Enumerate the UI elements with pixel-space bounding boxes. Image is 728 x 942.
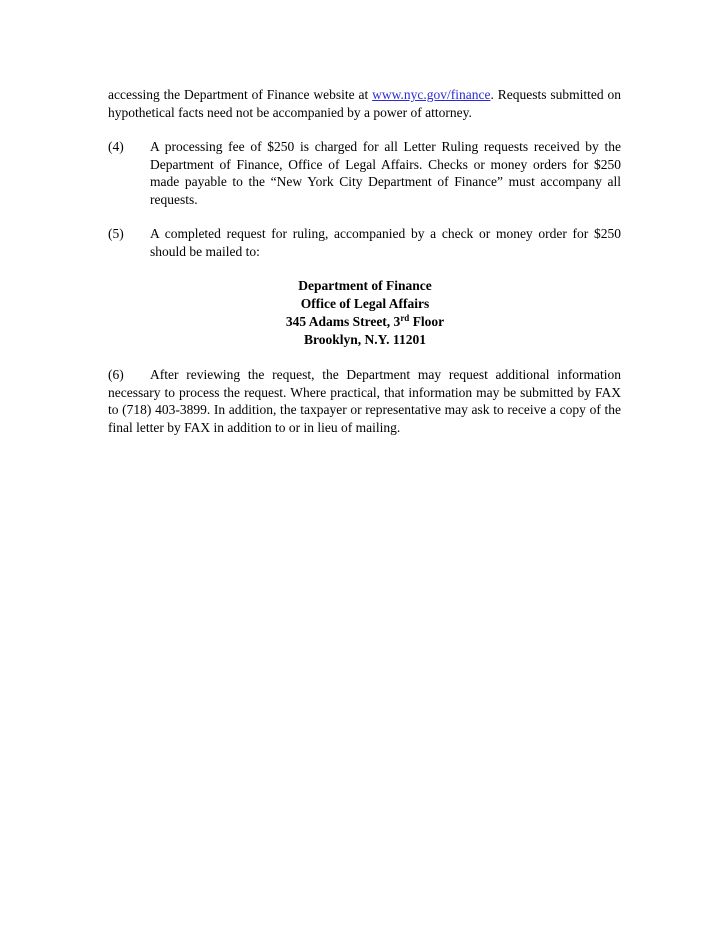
item-4 <box>108 138 621 208</box>
item-5-number: (5) <box>108 226 124 241</box>
address-line-4: Brooklyn, N.Y. 11201 <box>304 332 426 347</box>
mailing-address <box>108 277 621 349</box>
intro-text-before: accessing the Department of Finance website at <box>108 87 373 102</box>
item-5 <box>108 225 621 260</box>
address-line-2: Office of Legal Affairs <box>300 296 430 311</box>
item-4-text: A processing fee of $250 is charged for all Letter Ruling requests received by the Department of Finance, Office of Legal Affairs. Checks or money orders for $250 made payable to the “New York City Department of Finance” must accompany all requests. <box>150 139 621 207</box>
address-ordinal-suffix: rd <box>400 313 410 323</box>
item-6 <box>108 366 621 436</box>
finance-website-link[interactable]: www.nyc.gov/finance <box>372 87 491 102</box>
address-street: 345 Adams Street, 3 <box>285 314 401 329</box>
item-6-text: After reviewing the request, the Department may request additional information necessary to process the request. Where practical, that information may be submitted by FAX to (718) 403-3899. In addition, the taxpayer or representative may ask to receive a copy of the final letter by FAX in addition to or in lieu of mailing. <box>108 367 621 435</box>
address-line-3 <box>109 313 621 331</box>
intro-text-after: . Requests submitted on hypothetical facts need not be accompanied by a power of attorney. <box>108 87 622 120</box>
document-page <box>108 86 621 453</box>
item-4-number: (4) <box>108 139 124 154</box>
item-6-number: (6) <box>108 367 124 382</box>
item-5-text: A completed request for ruling, accompanied by a check or money order for $250 should be mailed to: <box>150 226 621 259</box>
address-line-1: Department of Finance <box>298 278 432 293</box>
intro-paragraph <box>108 86 621 121</box>
address-floor: Floor <box>409 314 445 329</box>
